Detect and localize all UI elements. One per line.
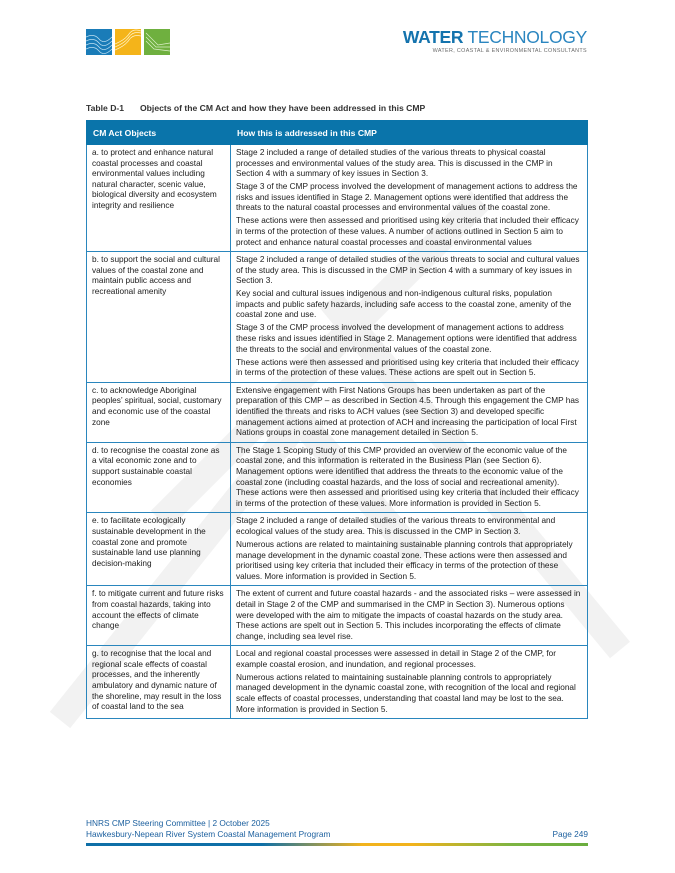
paragraph: Stage 2 included a range of detailed studies of the various threats to social and cultural values of the study area. This is discussed in the CMP in Section 4 with a summary of key issues in Section 3. [236,255,580,286]
table-header-row [87,121,588,145]
paragraph: These actions were then assessed and prioritised using key criteria that included their efficacy in terms of the protection of these values. A number of actions outlined in Section 5 aim to protect and enhance natural coastal processes and coastal environmental values [236,216,579,247]
cm-act-objects-table [86,120,588,719]
object-cell: f. to mitigate current and future risks from coastal hazards, taking into account the effects of climate change [87,586,231,646]
addressed-cell [231,382,588,442]
paragraph: Key social and cultural issues indigenous and non-indigenous cultural risks, population impacts and public safety hazards, including safe access to the coastal zone, amenity of the coastal zone and use. [236,289,572,320]
paragraph: Stage 2 included a range of detailed studies of the various threats to environmental and ecological values of the study area. This is discussed in the CMP in Section 3. [236,516,556,536]
footer-committee-date: HNRS CMP Steering Committee | 2 October 2025 [86,818,270,828]
sand-tile-icon [115,29,141,55]
table-number: Table D-1 [86,103,125,113]
table-row [87,646,588,719]
object-cell: d. to recognise the coastal zone as a vital economic zone and to support sustainable coastal economies [87,442,231,513]
table-row [87,382,588,442]
object-cell: b. to support the social and cultural values of the coastal zone and maintain public access and recreational amenity [87,252,231,383]
table-row [87,586,588,646]
table-row [87,252,588,383]
brand-name-bold: WATER [402,27,464,47]
table-row [87,442,588,513]
table-row [87,145,588,252]
addressed-cell [231,442,588,513]
paragraph: Extensive engagement with First Nations Groups has been undertaken as part of the preparation of this CMP – as described in Section 4.5. Through this engagement the CMP has identified the threats and risks to ACH values (see Section 3) and developed specific management actions aimed at protection of ACH and increasing the participation of local First Nations groups in coastal zone management detailed in Section 5. [236,385,580,438]
paragraph: Stage 3 of the CMP process involved the development of management actions to address these risks and issues identified in Stage 2. Management options were identified that address the threats to the social and environmental values of the coastal zone. [236,323,577,354]
addressed-cell [231,513,588,586]
table-row [87,513,588,586]
footer-program-title: Hawkesbury-Nepean River System Coastal Management Program [86,828,331,839]
paragraph: Numerous actions are related to maintaining sustainable planning controls that appropriately manage development in the dynamic coastal zone. These actions were then assessed and prioritised using key criteria that included their efficacy in terms of the protection of these values. More information is provided in Section 5. [236,539,573,581]
object-cell: c. to acknowledge Aboriginal peoples’ spiritual, social, customary and economic use of the coastal zone [87,382,231,442]
paragraph: Numerous actions related to maintaining sustainable planning controls to appropriately managed development in the dynamic coastal zone, with recognition of the local and regional scale effects of coastal processes, understanding that coastal land may be lost to the sea. More information is provided in Section 5. [236,672,576,714]
brand-name [403,28,587,46]
brand-tagline: WATER, COASTAL & ENVIRONMENTAL CONSULTANTS [432,48,587,54]
column-header-addressed: How this is addressed in this CMP [231,121,588,145]
addressed-cell [231,145,588,252]
paragraph: Stage 3 of the CMP process involved the development of management actions to address the risks and issues identified in Stage 2. Management options were identified that address the threats to the natural coastal processes and environmental values of the coastal zone. [236,182,578,213]
addressed-cell [231,646,588,719]
company-logo-tiles [86,29,170,55]
brand-name-light: TECHNOLOGY [467,27,587,47]
object-cell: g. to recognise that the local and regional scale effects of coastal processes, and the inherently ambulatory and dynamic nature of the shoreline, may result in the loss of coastal land to the sea [87,646,231,719]
footer-color-bar [86,843,588,846]
page-number: Page 249 [552,828,588,839]
column-header-objects: CM Act Objects [87,121,231,145]
paragraph: These actions were then assessed and prioritised using key criteria that included their efficacy in terms of the protection of these values. These actions are spelt out in Section 5. [236,357,579,378]
page-footer [86,818,588,839]
paragraph: Local and regional coastal processes were assessed in detail in Stage 2 of the CMP, for example coastal erosion, and inundation, and regional processes. [236,649,556,669]
table-caption [86,103,425,113]
addressed-cell [231,586,588,646]
table-title: Objects of the CM Act and how they have been addressed in this CMP [140,103,426,113]
water-tile-icon [86,29,112,55]
paragraph: Stage 2 included a range of detailed studies of the various threats to physical coastal processes and environmental values of the study area. This is discussed in the CMP in Section 4 with a summary of key issues in Section 3. [236,148,553,179]
addressed-cell [231,252,588,383]
brand-logo [403,28,587,54]
object-cell: a. to protect and enhance natural coastal processes and coastal environmental values including natural character, scenic value, biological diversity and ecosystem integrity and resilience [87,145,231,252]
paragraph: The Stage 1 Scoping Study of this CMP provided an overview of the economic value of the coastal zone, and this information is reiterated in the Business Plan (see Section 6). Management options were identified that address the threats to the economic value of the coastal zone (including coastal hazards, and the loss of social and recreational amenity). These actions were then assessed and prioritised using key criteria that included their efficacy in terms of the protection of these values. More information is provided in Section 5. [236,445,579,508]
land-tile-icon [144,29,170,55]
object-cell: e. to facilitate ecologically sustainable development in the coastal zone and promote sustainable land use planning decision-making [87,513,231,586]
paragraph: The extent of current and future coastal hazards - and the associated risks – were assessed in detail in Stage 2 of the CMP and summarised in the CMP in Section 3). Numerous options were developed with the aim to mitigate the impacts of coastal hazards on the study area. These actions are spelt out in Section 5. This includes incorporating the effects of climate change, including sea level rise. [236,589,581,641]
